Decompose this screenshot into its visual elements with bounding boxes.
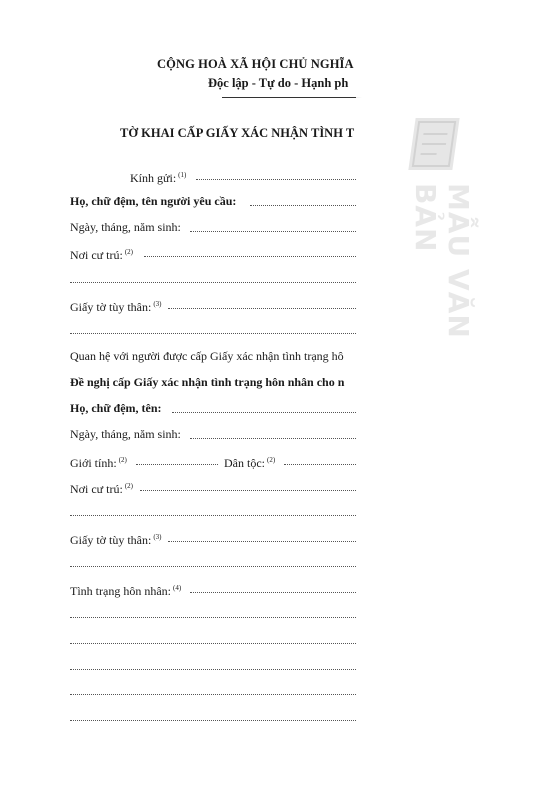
ethnicity-note: (2)	[267, 456, 276, 464]
marital-status-fill-line-3[interactable]	[70, 642, 356, 644]
ethnicity-row	[224, 452, 275, 468]
requester-name-label: Họ, chữ đệm, tên người yêu cầu:	[70, 194, 237, 208]
subject-dob-label: Ngày, tháng, năm sinh:	[70, 427, 181, 441]
gender-fill-line[interactable]	[136, 463, 218, 465]
gender-label: Giới tính:	[70, 456, 117, 470]
requester-residence-fill-line-2[interactable]	[70, 281, 356, 283]
request-row	[70, 374, 344, 390]
marital-status-note: (4)	[172, 584, 182, 592]
requester-residence-fill-line[interactable]	[144, 255, 356, 257]
subject-residence-note: (2)	[124, 482, 134, 490]
recipient-label: Kính gửi:	[130, 171, 177, 185]
subject-id-row	[70, 529, 162, 545]
marital-status-fill-line[interactable]	[190, 591, 356, 593]
gender-note: (2)	[118, 456, 127, 464]
requester-id-label: Giấy tờ tùy thân:	[70, 300, 152, 314]
relationship-label: Quan hệ với người được cấp Giấy xác nhận tình trạng hô	[70, 349, 344, 363]
document-logo-icon	[408, 118, 459, 170]
subject-residence-row	[70, 478, 133, 494]
marital-status-fill-line-6[interactable]	[70, 719, 356, 721]
requester-dob-label: Ngày, tháng, năm sinh:	[70, 220, 181, 234]
subject-id-fill-line[interactable]	[168, 540, 356, 542]
requester-residence-label: Nơi cư trú:	[70, 248, 123, 262]
subject-name-label: Họ, chữ đệm, tên:	[70, 401, 162, 415]
gender-row	[70, 452, 127, 468]
subject-name-row	[70, 400, 162, 416]
ethnicity-fill-line[interactable]	[284, 463, 356, 465]
recipient-row	[130, 167, 186, 183]
requester-id-note: (3)	[153, 300, 162, 308]
marital-status-row	[70, 580, 181, 596]
header-underline	[222, 97, 362, 98]
requester-id-fill-line[interactable]	[168, 307, 356, 309]
watermark-text: MẪU VĂN BẢN	[409, 183, 475, 339]
requester-name-row	[70, 193, 236, 209]
marital-status-fill-line-2[interactable]	[70, 616, 356, 618]
subject-residence-fill-line[interactable]	[140, 489, 356, 491]
requester-id-fill-line-2[interactable]	[70, 332, 356, 334]
marital-status-fill-line-5[interactable]	[70, 693, 356, 695]
request-label: Đề nghị cấp Giấy xác nhận tình trạng hôn nhân cho n	[70, 375, 345, 389]
subject-dob-row	[70, 426, 181, 442]
recipient-note: (1)	[178, 171, 187, 179]
requester-dob-row	[70, 219, 181, 235]
ethnicity-label: Dân tộc:	[224, 456, 265, 470]
subject-name-fill-line[interactable]	[172, 411, 356, 413]
requester-name-fill-line[interactable]	[250, 204, 356, 206]
subject-id-fill-line-2[interactable]	[70, 565, 356, 567]
header-national-title: CỘNG HOÀ XÃ HỘI CHỦ NGHĨA	[157, 57, 354, 71]
recipient-fill-line[interactable]	[196, 178, 356, 180]
marital-status-label: Tình trạng hôn nhân:	[70, 584, 171, 598]
header-motto: Độc lập - Tự do - Hạnh ph	[208, 76, 349, 90]
subject-id-note: (3)	[153, 533, 162, 541]
requester-dob-fill-line[interactable]	[190, 230, 356, 232]
requester-residence-row	[70, 244, 133, 260]
requester-residence-note: (2)	[124, 248, 134, 256]
subject-residence-label: Nơi cư trú:	[70, 482, 123, 496]
subject-id-label: Giấy tờ tùy thân:	[70, 533, 152, 547]
marital-status-fill-line-4[interactable]	[70, 668, 356, 670]
subject-dob-fill-line[interactable]	[190, 437, 356, 439]
subject-residence-fill-line-2[interactable]	[70, 514, 356, 516]
requester-id-row	[70, 296, 162, 312]
relationship-row	[70, 348, 344, 364]
form-title: TỜ KHAI CẤP GIẤY XÁC NHẬN TÌNH T	[120, 126, 355, 140]
